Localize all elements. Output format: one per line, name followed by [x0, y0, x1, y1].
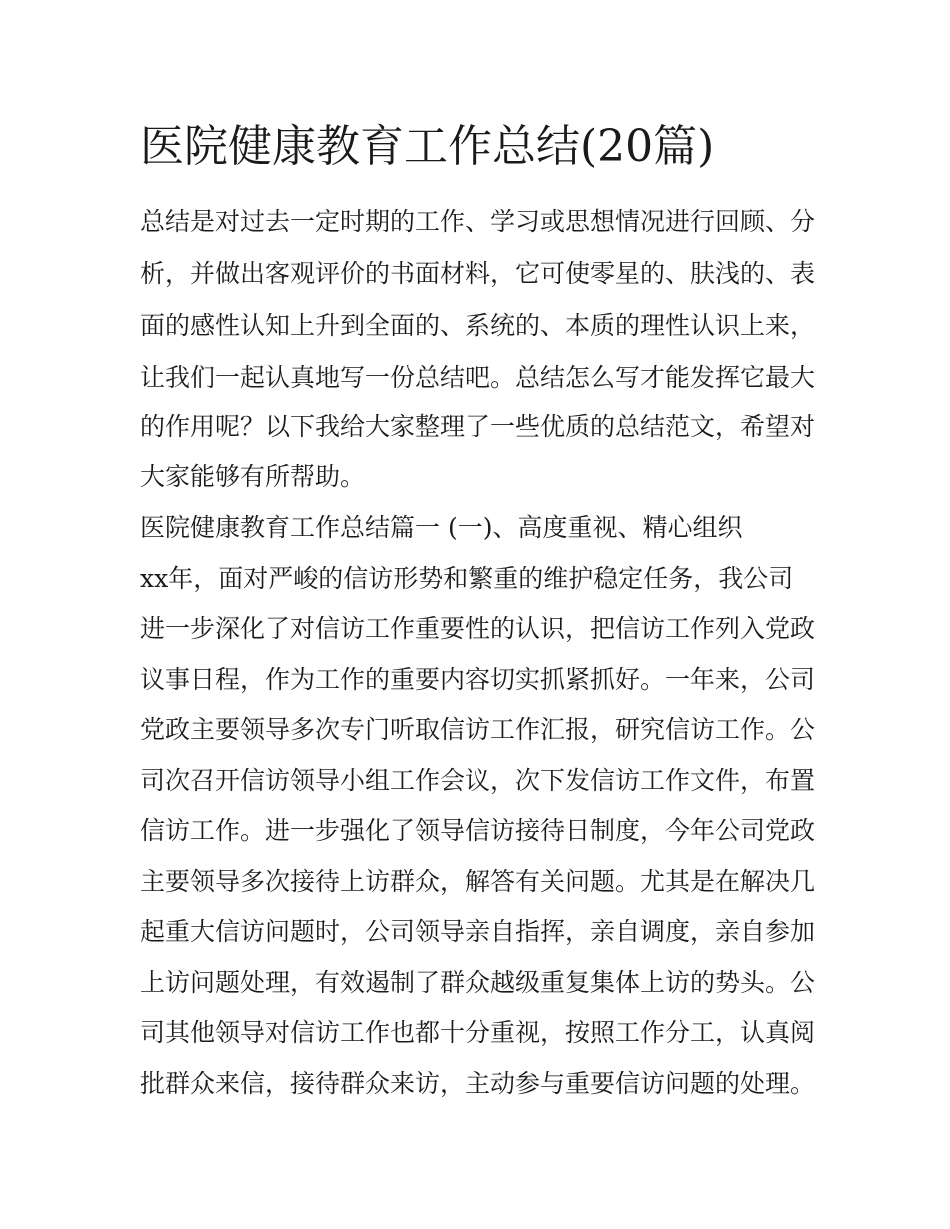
body-line: 议事日程，作为工作的重要内容切实抓紧抓好。一年来，公司 — [140, 665, 816, 694]
body-line: 主要领导多次接待上访群众，解答有关问题。尤其是在解决几 — [140, 867, 816, 896]
intro-line: 大家能够有所帮助。 — [140, 462, 366, 491]
body-line: 信访工作。进一步强化了领导信访接待日制度，今年公司党政 — [140, 816, 816, 845]
intro-line: 让我们一起认真地写一份总结吧。总结怎么写才能发挥它最大 — [140, 363, 816, 392]
intro-line: 的作用呢？以下我给大家整理了一些优质的总结范文，希望对 — [140, 412, 816, 441]
body-line: 批群众来信，接待群众来访，主动参与重要信访问题的处理。 — [140, 1069, 816, 1098]
body-line: 进一步深化了对信访工作重要性的认识，把信访工作列入党政 — [140, 614, 816, 643]
body-line: 司次召开信访领导小组工作会议，次下发信访工作文件，布置 — [140, 766, 816, 795]
body-line: 起重大信访问题时，公司领导亲自指挥，亲自调度，亲自参加 — [140, 917, 816, 946]
intro-line: 面的感性认知上升到全面的、系统的、本质的理性认识上来， — [140, 311, 816, 340]
document-title: 医院健康教育工作总结(20篇) — [140, 121, 715, 172]
body-line: 上访问题处理，有效遏制了群众越级重复集体上访的势头。公 — [140, 968, 816, 997]
intro-line: 析，并做出客观评价的书面材料，它可使零星的、肤浅的、表 — [140, 259, 816, 288]
body-line: xx年，面对严峻的信访形势和繁重的维护稳定任务，我公司 — [140, 564, 794, 593]
section-heading: 医院健康教育工作总结篇一 (一)、高度重视、精心组织 — [140, 513, 743, 542]
intro-line: 总结是对过去一定时期的工作、学习或思想情况进行回顾、分 — [140, 207, 816, 236]
body-line: 党政主要领导多次专门听取信访工作汇报，研究信访工作。公 — [140, 715, 816, 744]
body-line: 司其他领导对信访工作也都十分重视，按照工作分工，认真阅 — [140, 1018, 816, 1047]
